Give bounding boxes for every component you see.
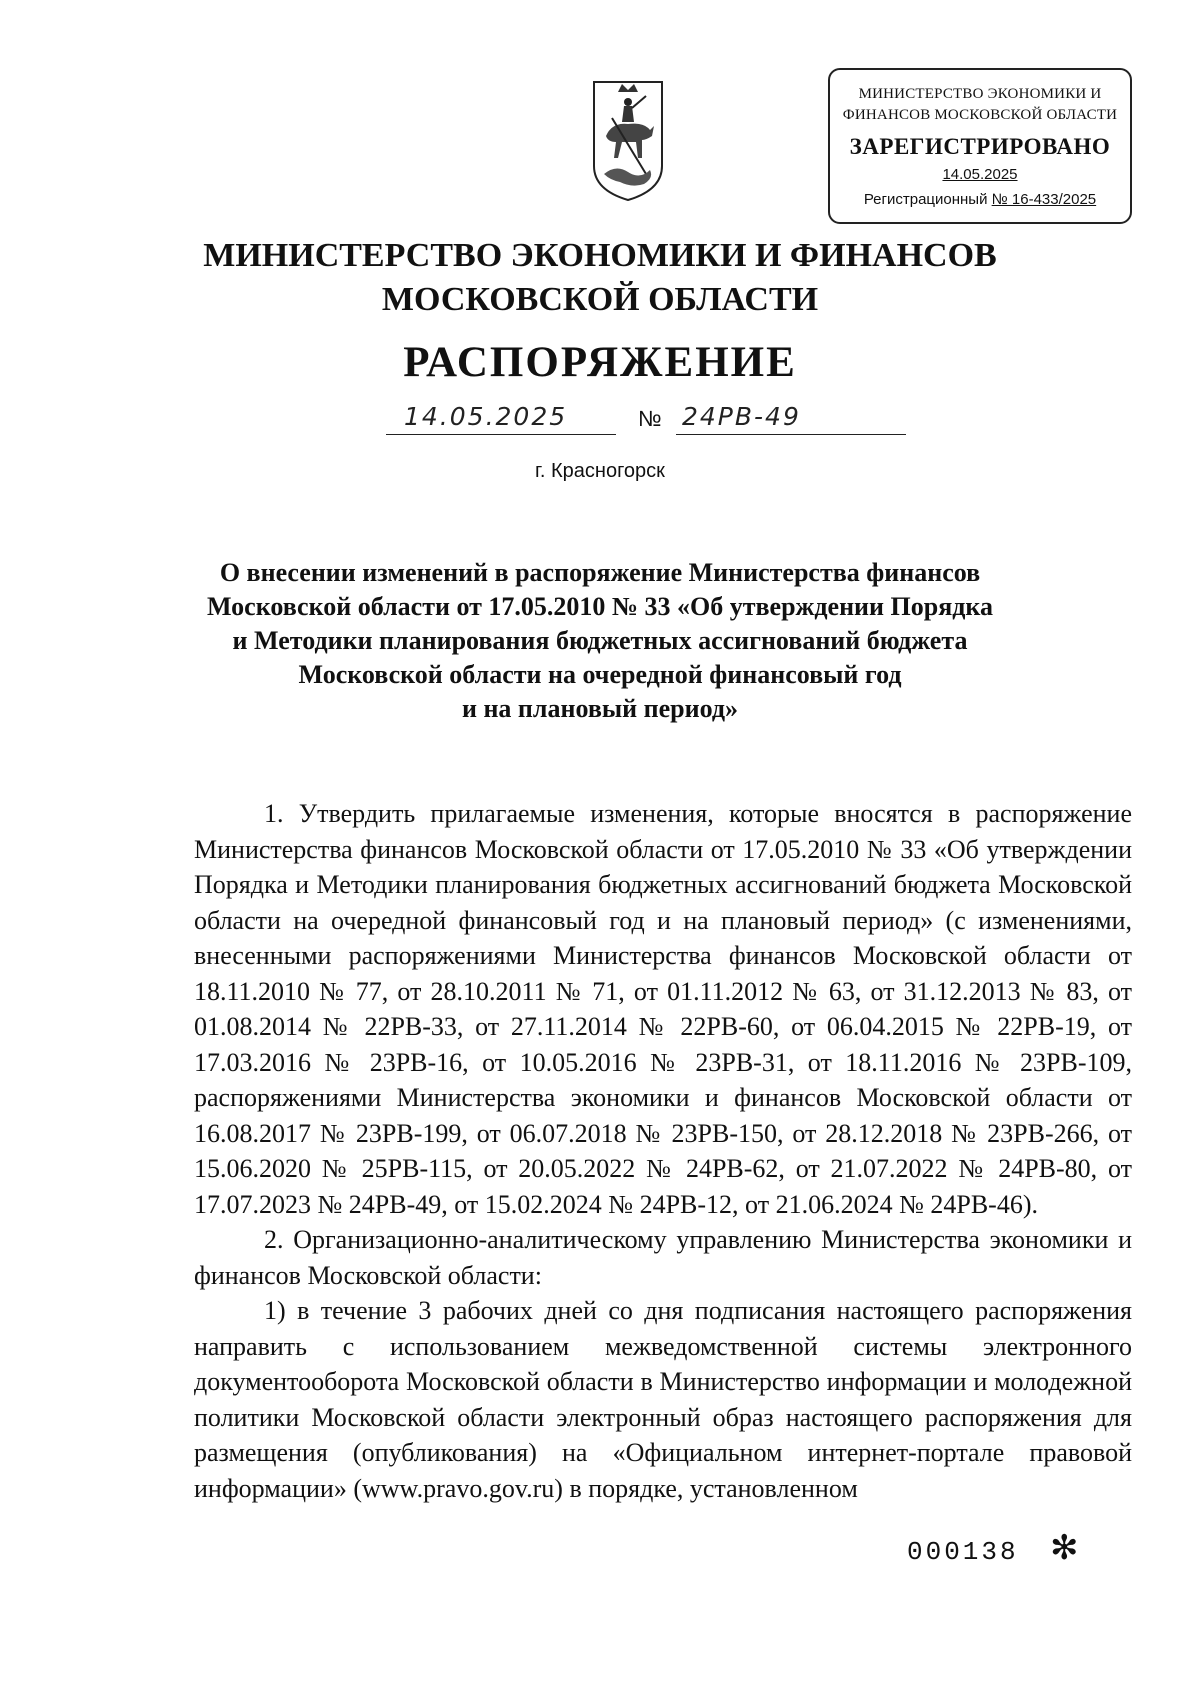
title-line-5: и на плановый период»	[461, 694, 739, 723]
stamp-date: 14.05.2025	[942, 166, 1018, 183]
title-line-4: Московской области на очередной финансовый год	[298, 660, 902, 689]
serial-number: 000138	[907, 1537, 1019, 1567]
document-type: РАСПОРЯЖЕНИЕ	[403, 339, 797, 386]
document-title	[200, 556, 1000, 726]
ministry-line-1: МИНИСТЕРСТВО ЭКОНОМИКИ И ФИНАНСОВ	[203, 237, 997, 274]
registration-stamp	[828, 68, 1132, 224]
title-line-1: О внесении изменений в распоряжение Министерства финансов	[219, 558, 981, 587]
coat-of-arms-icon	[588, 78, 668, 202]
document-body	[194, 796, 1132, 1506]
date-number-line	[386, 398, 926, 438]
stamp-reg-row	[830, 191, 1130, 208]
paragraph-1: 1. Утвердить прилагаемые изменения, которые вносятся в распоряжение Министерства финансов Московской области от 17.05.2010 № 33 «Об утверждении Порядка и Методики планирования бюджетных ассигнований бюджета Московской области на очередной финансовый год и на плановый период» (с изменениями, внесенными распоряжениями Министерства финансов Московской области от 18.11.2010 № 77, от 28.10.2011 № 71, от 01.11.2012 № 63, от 31.12.2013 № 83, от 01.08.2014 № 22РВ-33, от 27.11.2014 № 22РВ-60, от 06.04.2015 № 22РВ-19, от 17.03.2016 № 23РВ-16, от 10.05.2016 № 23РВ-31, от 18.11.2016 № 23РВ-109, распоряжениями Министерства экономики и финансов Московской области от 16.08.2017 № 23РВ-199, от 06.07.2018 № 23РВ-150, от 28.12.2018 № 23РВ-266, от 15.06.2020 № 25РВ-115, от 20.05.2022 № 24РВ-62, от 21.07.2022 № 24РВ-80, от 17.07.2023 № 24РВ-49, от 15.02.2024 № 24РВ-12, от 21.06.2024 № 24РВ-46).	[194, 799, 1132, 1219]
stamp-reg-label: Регистрационный	[863, 191, 988, 208]
document-number: 24РВ-49	[682, 402, 801, 431]
stamp-line-2: ФИНАНСОВ МОСКОВСКОЙ ОБЛАСТИ	[842, 107, 1118, 123]
stamp-line-1: МИНИСТЕРСТВО ЭКОНОМИКИ И	[858, 86, 1102, 102]
coat-of-arms-emblem	[588, 78, 668, 202]
title-line-2: Московской области от 17.05.2010 № 33 «Об утверждении Порядка	[206, 592, 994, 621]
title-line-3: и Методики планирования бюджетных ассигнований бюджета	[232, 626, 968, 655]
paragraph-3: 1) в течение 3 рабочих дней со дня подписания настоящего распоряжения направить с использованием межведомственной системы электронного документооборота Московской области в Министерство информации и молодежной политики Московской области электронный образ настоящего распоряжения для размещения (опубликования) на «Официальном интернет-портале правовой информации» (www.pravo.gov.ru) в порядке, установленном	[194, 1296, 1132, 1503]
stamp-date-row	[830, 166, 1130, 183]
number-underline	[676, 434, 906, 435]
city: г. Красногорск	[535, 460, 665, 482]
date-underline	[386, 434, 616, 435]
ministry-name	[0, 234, 1200, 322]
stamp-status: ЗАРЕГИСТРИРОВАНО	[849, 134, 1111, 159]
document-date: 14.05.2025	[404, 402, 568, 431]
ministry-line-2: МОСКОВСКОЙ ОБЛАСТИ	[381, 281, 819, 318]
number-sign: №	[638, 406, 662, 431]
paragraph-2: 2. Организационно-аналитическому управлению Министерства экономики и финансов Московской области:	[194, 1225, 1132, 1290]
stamp-reg-number: № 16-433/2025	[991, 191, 1097, 208]
asterisk-mark-icon: ✻	[1050, 1528, 1079, 1568]
